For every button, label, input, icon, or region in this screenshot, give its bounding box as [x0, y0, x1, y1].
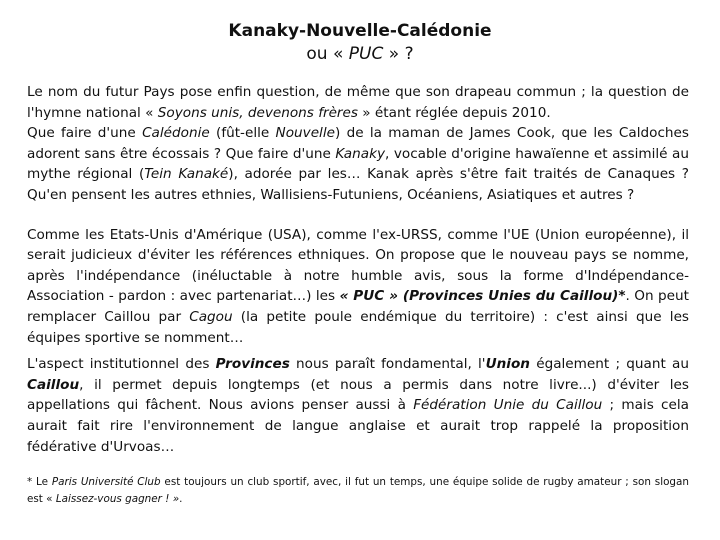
paragraph-3: Comme les Etats-Unis d'Amérique (USA), comme l'ex-URSS, comme l'UE (Union européenne), il serait judicieux d'éviter les références ethniques. On propose que le nouveau pays se nomme, après l'indépendance (inéluctable à notre humble avis, sous la forme d'Indépendance-Association - pardon : avec partenariat…) les « PUC » (Provinces Unies du Caillou)*. On peut remplacer Caillou par Cagou (la petite poule endémique du territoire) : c'est ainsi que les équipes sportive se nomment… — [27, 226, 690, 346]
paragraph-4: L'aspect institutionnel des Provinces nous paraît fondamental, l'Union également ; quant au Caillou, il permet depuis longtemps (et nous a permis dans notre livre...) d'éviter les appellations qui fâchent. Nous avions penser aussi à Fédération Unie du Caillou ; mais cela aurait fait rire l'environnement de langue anglaise et aurait trop rappelé la proposition fédérative d'Urvoas… — [27, 356, 689, 455]
paragraph-2: Que faire d'une Calédonie (fût-elle Nouvelle) de la maman de James Cook, que les Caldoches adorent sans être écossais ? Que faire d'une Kanaky, vocable d'origine hawaïenne et assimilé au mythe régional (Tein Kanaké), adorée par les… Kanak après s'être fait traités de Canaques ? Qu'en pensent les autres ethnies, Wallisiens-Futuniens, Océaniens, Asiatiques et autres ? — [27, 125, 689, 203]
page-title — [0, 20, 720, 42]
puc-emphasis: PUC — [348, 44, 384, 64]
title-line-1: Kanaky-Nouvelle-Calédonie — [228, 21, 492, 41]
paragraph-1: Le nom du futur Pays pose enfin question, de même que son drapeau commun ; la question de l'hymne national « Soyons unis, devenons frères » étant réglée depuis 2010. — [27, 84, 689, 121]
page-subtitle: ou « PUC » ? — [306, 44, 414, 64]
article-body — [27, 82, 689, 457]
paragraph-gap — [27, 206, 689, 225]
footnote: * Le Paris Université Club est toujours un club sportif, avec, il fut un temps, une équipe solide de rugby amateur ; son slogan est « Laissez-vous gagner ! ». — [27, 476, 689, 505]
